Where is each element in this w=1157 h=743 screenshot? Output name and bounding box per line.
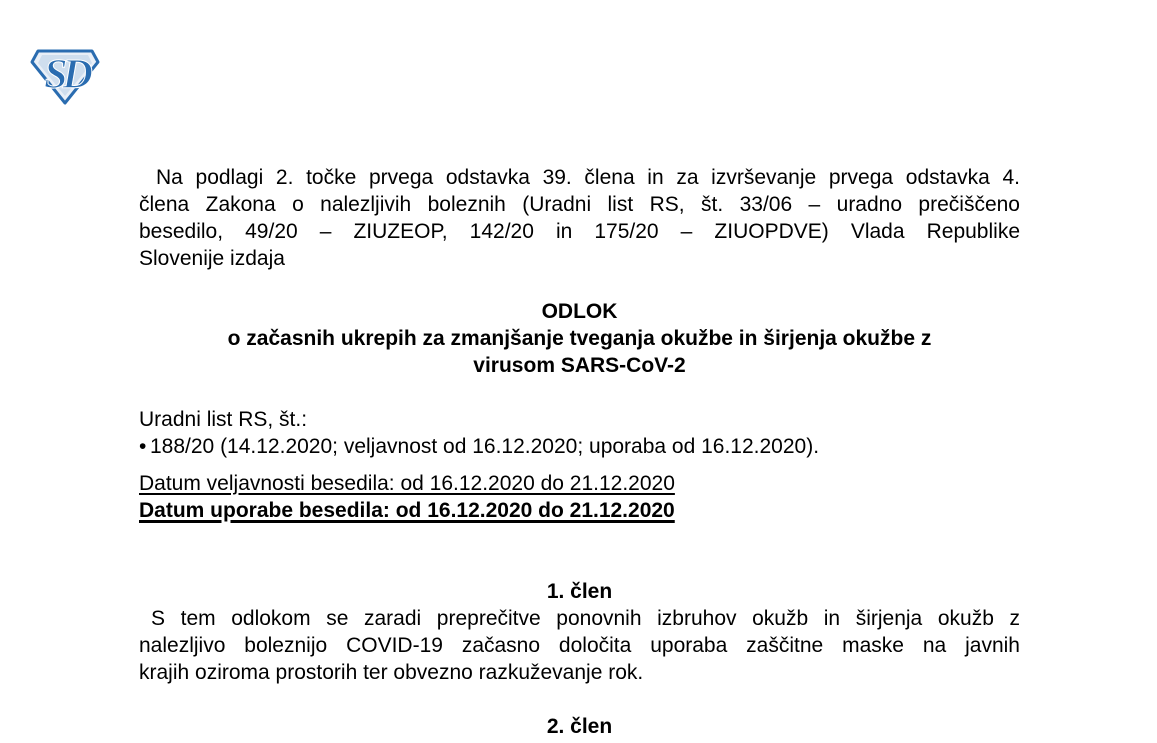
article-1-line: krajih oziroma prostorih ter obvezno razkuževanje rok. [139,661,644,684]
decree-title [139,298,1020,379]
article-2-heading: 2. člen [546,715,613,738]
validity-date-line: Datum veljavnosti besedila: od 16.12.2020 do 21.12.2020 [139,472,675,495]
intro-line: Slovenije izdaja [139,247,285,270]
gazette-heading: Uradni list RS, št.: [139,408,308,431]
article-1-heading: 1. člen [546,580,613,603]
decree-title-subtitle-line: virusom SARS-CoV-2 [473,354,686,377]
decree-title-subtitle-line: o začasnih ukrepih za zmanjšanje tveganja okužbe in širjenja okužbe z [227,327,932,350]
article-1-line: S tem odlokom se zaradi preprečitve ponovnih izbruhov okužb in širjenja okužb z [151,607,1020,630]
gazette-item-row [139,433,1020,460]
gazette-item: 188/20 (14.12.2020; veljavnost od 16.12.2020; uporaba od 16.12.2020). [150,435,820,458]
intro-line: Na podlagi 2. točke prvega odstavka 39. člena in za izvrševanje prvega odstavka 4. [156,166,1020,189]
bullet-icon: • [139,435,147,458]
intro-paragraph [139,164,1020,272]
sd-shield-icon [30,46,100,106]
sd-logo [30,46,100,106]
article-1-body [139,605,1020,686]
decree-title-word: ODLOK [541,300,618,323]
validity-block [139,470,1020,524]
article-1-line: nalezljivo boleznijo COVID-19 začasno določita uporaba zaščitne maske na javnih [139,634,1020,657]
intro-line: člena Zakona o nalezljivih boleznih (Uradni list RS, št. 33/06 – uradno prečiščeno [139,193,1020,216]
logo-letters: SD [44,52,88,98]
intro-line: besedilo, 49/20 – ZIUZEOP, 142/20 in 175/20 – ZIUOPDVE) Vlada Republike [139,220,1020,243]
usage-date-line: Datum uporabe besedila: od 16.12.2020 do 21.12.2020 [139,499,675,522]
